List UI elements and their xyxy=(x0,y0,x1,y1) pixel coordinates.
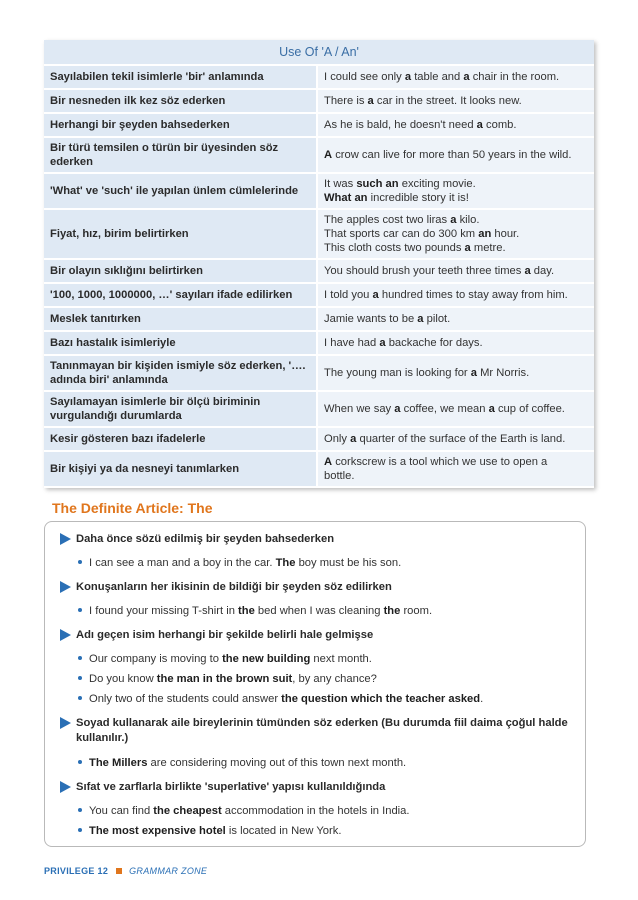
usage-cell: Kesir gösteren bazı ifadelerle xyxy=(44,428,318,450)
text-segment: As he is bald, he doesn't need xyxy=(324,119,477,131)
text-segment: room. xyxy=(400,605,433,617)
table-row xyxy=(44,260,594,284)
example-cell xyxy=(318,308,594,330)
text-segment: This cloth costs two pounds xyxy=(324,242,465,254)
text-segment: backache for days. xyxy=(385,337,483,349)
example-line xyxy=(324,469,547,483)
bold-text: the cheapest xyxy=(153,805,222,817)
text-segment: comb. xyxy=(482,119,517,131)
example-cell xyxy=(318,174,594,208)
bold-text: The Millers xyxy=(89,757,148,769)
bold-text: The xyxy=(275,557,296,569)
usage-cell: Sayılabilen tekil isimlerle 'bir' anlamında xyxy=(44,66,318,88)
example-cell xyxy=(318,356,594,390)
example-line xyxy=(324,227,519,241)
bold-text: the question which the teacher asked xyxy=(281,693,481,705)
example-cell xyxy=(318,90,594,112)
footer-brand: PRIVILEGE 12 xyxy=(44,866,109,876)
example-sentence xyxy=(78,604,432,619)
text-segment: hundred times to stay away from him. xyxy=(378,289,568,301)
text-segment: table and xyxy=(411,71,464,83)
example-cell xyxy=(318,210,594,258)
example-cell xyxy=(318,66,594,88)
usage-cell: Meslek tanıtırken xyxy=(44,308,318,330)
text-segment: There is xyxy=(324,95,368,107)
bold-text: a xyxy=(379,337,386,349)
example-sentence xyxy=(78,804,410,819)
triangle-bullet-icon xyxy=(60,533,71,545)
usage-cell: Bir türü temsilen o türün bir üyesinden söz ederken xyxy=(44,138,318,172)
example-line xyxy=(324,288,568,302)
bullet-dot-icon xyxy=(78,760,82,764)
example-line xyxy=(324,455,547,469)
example-line xyxy=(324,264,554,278)
example-sentence xyxy=(78,756,406,771)
text-segment: hour. xyxy=(491,228,520,240)
usage-cell: Bir kişiyi ya da nesneyi tanımlarken xyxy=(44,452,318,486)
bold-text: a xyxy=(367,95,374,107)
usage-cell: Herhangi bir şeyden bahsederken xyxy=(44,114,318,136)
example-cell xyxy=(318,392,594,426)
bold-text: a xyxy=(350,433,357,445)
bold-text: A xyxy=(324,149,333,161)
text-segment: That sports car can do 300 km xyxy=(324,228,479,240)
text-segment: I can see a man and a boy in the car. xyxy=(89,557,276,569)
bold-text: such an xyxy=(356,178,399,190)
example-line xyxy=(324,402,565,416)
bold-text: a xyxy=(464,242,471,254)
text-segment: Only two of the students could answer xyxy=(89,693,282,705)
example-sentence xyxy=(78,652,372,667)
usage-cell: '100, 1000, 1000000, …' sayıları ifade edilirken xyxy=(44,284,318,306)
rule-item xyxy=(60,780,580,795)
table-row xyxy=(44,90,594,114)
bold-text: A xyxy=(324,456,333,468)
bold-text: a xyxy=(394,403,401,415)
text-segment: I have had xyxy=(324,337,380,349)
example-cell xyxy=(318,260,594,282)
text-segment: next month. xyxy=(310,653,372,665)
bullet-dot-icon xyxy=(78,696,82,700)
example-line xyxy=(324,241,519,255)
example-line xyxy=(324,432,565,446)
text-segment: is located in New York. xyxy=(225,825,342,837)
table-row xyxy=(44,332,594,356)
usage-cell: Fiyat, hız, birim belirtirken xyxy=(44,210,318,258)
rule-text: Daha önce sözü edilmiş bir şeyden bahsederken xyxy=(76,533,335,545)
text-segment: incredible story it is! xyxy=(367,192,469,204)
table-row xyxy=(44,174,594,210)
text-segment: I could see only xyxy=(324,71,405,83)
text-segment: Jamie wants to be xyxy=(324,313,418,325)
text-segment: . xyxy=(480,693,484,705)
text-segment: metre. xyxy=(470,242,506,254)
example-line xyxy=(324,148,572,162)
example-cell xyxy=(318,114,594,136)
rule-item xyxy=(60,716,580,746)
example-cell xyxy=(318,428,594,450)
bullet-dot-icon xyxy=(78,676,82,680)
example-cell xyxy=(318,332,594,354)
example-line xyxy=(324,94,522,108)
text-segment: are considering moving out of this town next month. xyxy=(147,757,407,769)
bold-text: the xyxy=(383,605,401,617)
bold-text: a xyxy=(524,265,531,277)
use-of-a-an-table xyxy=(44,40,594,488)
footer-zone: GRAMMAR ZONE xyxy=(129,866,208,876)
table-row xyxy=(44,284,594,308)
text-segment: It was xyxy=(324,178,357,190)
text-segment: bottle. xyxy=(324,470,355,482)
bullet-dot-icon xyxy=(78,608,82,612)
example-sentence xyxy=(78,692,483,707)
table-row xyxy=(44,66,594,90)
table-row xyxy=(44,138,594,174)
table-body xyxy=(44,66,594,488)
bold-text: the xyxy=(238,605,255,617)
text-segment: bed when I was cleaning xyxy=(254,605,384,617)
example-line xyxy=(324,213,519,227)
example-line xyxy=(324,177,476,191)
text-segment: The apples cost two liras xyxy=(324,214,451,226)
text-segment: You should brush your teeth three times xyxy=(324,265,525,277)
table-row xyxy=(44,356,594,392)
text-segment: Do you know xyxy=(89,673,157,685)
rule-item xyxy=(60,628,580,643)
table-row xyxy=(44,452,594,488)
example-line xyxy=(324,312,450,326)
text-segment: Only xyxy=(324,433,351,445)
table-row xyxy=(44,428,594,452)
example-line xyxy=(324,70,559,84)
usage-cell: 'What' ve 'such' ile yapılan ünlem cümlelerinde xyxy=(44,174,318,208)
usage-cell: Sayılamayan isimlerle bir ölçü biriminin vurgulandığı durumlarda xyxy=(44,392,318,426)
bold-text: a xyxy=(470,367,477,379)
text-segment: crow can live for more than 50 years in the wild. xyxy=(332,149,572,161)
text-segment: Our company is moving to xyxy=(89,653,223,665)
example-sentence xyxy=(78,556,401,571)
text-segment: cup of coffee. xyxy=(494,403,565,415)
table-title: Use Of 'A / An' xyxy=(44,40,594,66)
text-segment: Mr Norris. xyxy=(477,367,530,379)
bold-text: What an xyxy=(324,192,368,204)
text-segment: corkscrew is a tool which we use to open a xyxy=(332,456,548,468)
text-segment: The young man is looking for xyxy=(324,367,471,379)
example-line xyxy=(324,118,516,132)
rule-text: Sıfat ve zarflarla birlikte 'superlative' yapısı kullanıldığında xyxy=(76,781,386,793)
usage-cell: Bir nesneden ilk kez söz ederken xyxy=(44,90,318,112)
bold-text: the new building xyxy=(222,653,311,665)
bullet-dot-icon xyxy=(78,656,82,660)
rule-text: Adı geçen isim herhangi bir şekilde belirli hale gelmişse xyxy=(76,629,374,641)
text-segment: coffee, we mean xyxy=(400,403,489,415)
section-heading: The Definite Article: The xyxy=(52,500,213,516)
rule-item xyxy=(60,580,580,595)
bold-text: the man in the brown suit xyxy=(156,673,293,685)
bold-text: a xyxy=(450,214,457,226)
example-cell xyxy=(318,284,594,306)
text-segment: day. xyxy=(530,265,555,277)
text-segment: I told you xyxy=(324,289,373,301)
bold-text: The most expensive hotel xyxy=(89,825,226,837)
example-line xyxy=(324,366,529,380)
example-line xyxy=(324,191,476,205)
table-row xyxy=(44,114,594,138)
example-sentence xyxy=(78,672,377,687)
text-segment: When we say xyxy=(324,403,395,415)
text-segment: kilo. xyxy=(456,214,480,226)
footer-square-icon xyxy=(116,868,122,874)
table-row xyxy=(44,392,594,428)
bold-text: a xyxy=(404,71,412,83)
bullet-dot-icon xyxy=(78,828,82,832)
text-segment: exciting movie. xyxy=(398,178,476,190)
bold-text: a xyxy=(488,403,495,415)
bold-text: an xyxy=(478,228,492,240)
usage-cell: Bir olayın sıklığını belirtirken xyxy=(44,260,318,282)
table-row xyxy=(44,210,594,260)
bold-text: a xyxy=(372,289,379,301)
bold-text: a xyxy=(463,71,470,83)
text-segment: I found your missing T-shirt in xyxy=(89,605,239,617)
example-sentence xyxy=(78,824,341,839)
triangle-bullet-icon xyxy=(60,717,71,729)
example-line xyxy=(324,336,483,350)
text-segment: You can find xyxy=(89,805,154,817)
text-segment: car in the street. It looks new. xyxy=(373,95,522,107)
usage-cell: Tanınmayan bir kişiden ismiyle söz ederken, '…. adında biri' anlamında xyxy=(44,356,318,390)
text-segment: quarter of the surface of the Earth is land. xyxy=(356,433,566,445)
text-segment: accommodation in the hotels in India. xyxy=(221,805,410,817)
rule-text: Konuşanların her ikisinin de bildiği bir şeyden söz edilirken xyxy=(76,581,392,593)
example-cell xyxy=(318,452,594,486)
text-segment: boy must be his son. xyxy=(295,557,402,569)
text-segment: , by any chance? xyxy=(292,673,377,685)
triangle-bullet-icon xyxy=(60,781,71,793)
text-segment: pilot. xyxy=(423,313,451,325)
triangle-bullet-icon xyxy=(60,581,71,593)
page-footer xyxy=(44,866,207,876)
bullet-dot-icon xyxy=(78,808,82,812)
bold-text: a xyxy=(417,313,424,325)
rule-item xyxy=(60,532,580,547)
bullet-dot-icon xyxy=(78,560,82,564)
usage-cell: Bazı hastalık isimleriyle xyxy=(44,332,318,354)
example-cell xyxy=(318,138,594,172)
bold-text: a xyxy=(476,119,483,131)
triangle-bullet-icon xyxy=(60,629,71,641)
text-segment: chair in the room. xyxy=(469,71,560,83)
table-row xyxy=(44,308,594,332)
rule-text: Soyad kullanarak aile bireylerinin tümünden söz ederken (Bu durumda fiil daima çoğul halde kullanılır.) xyxy=(76,717,568,744)
